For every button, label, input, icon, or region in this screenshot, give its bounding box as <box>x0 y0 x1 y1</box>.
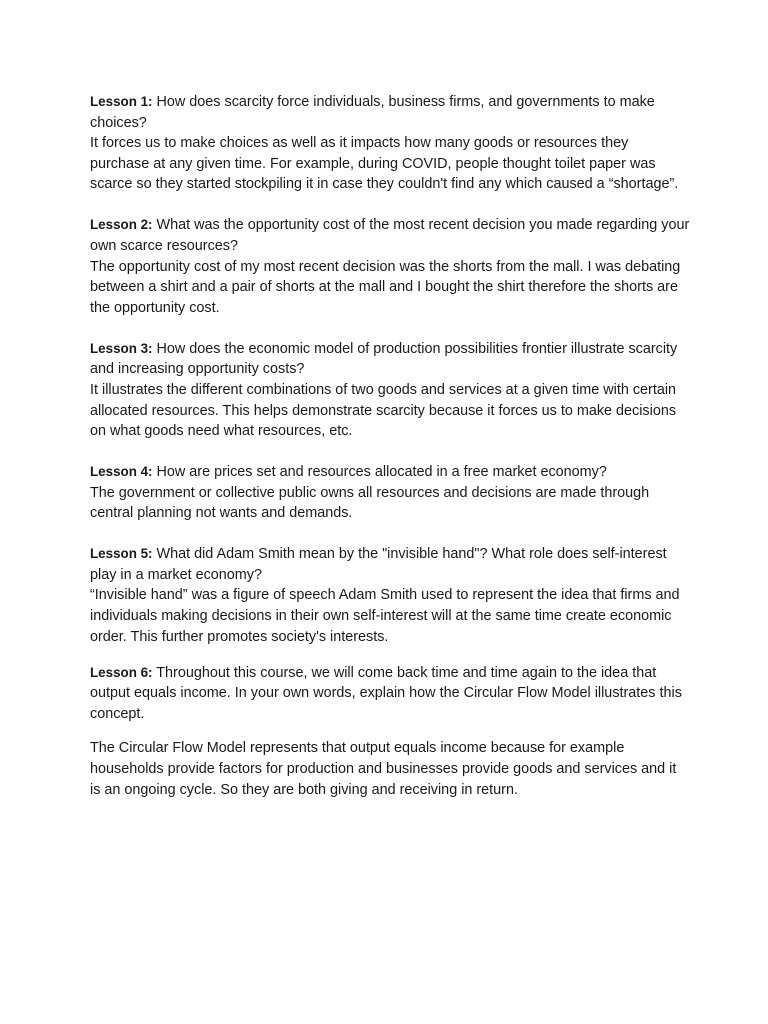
question-text: Throughout this course, we will come back time and time again to the idea that output equals income. In your own words, explain how the Circular Flow Model illustrates this concept. <box>90 664 682 722</box>
answer-text: The Circular Flow Model represents that output equals income because for example households provide factors for production and businesses provide goods and services and it is an ongoing cycle. So they are both giving and receiving in return. <box>90 740 677 798</box>
answer-text: It forces us to make choices as well as it impacts how many goods or resources they purchase at any given time. For example, during COVID, people thought toilet paper was scarce so they started stockpiling it in case they couldn't find any which caused a “shortage”. <box>90 135 679 193</box>
lesson-question <box>90 544 690 585</box>
answer-text: It illustrates the different combinations of two goods and services at a given time with certain allocated resources. This helps demonstrate scarcity because it forces us to make decisions on what goods need what resources, etc. <box>90 381 677 440</box>
lesson-label: Lesson 6: <box>90 664 153 680</box>
lesson-question <box>90 462 690 483</box>
question-text: How are prices set and resources allocated in a free market economy? <box>152 464 607 481</box>
lesson-4 <box>90 462 690 524</box>
question-text: How does the economic model of production possibilities frontier illustrate scarcity and increasing opportunity costs? <box>90 340 678 378</box>
lesson-label: Lesson 2: <box>90 217 153 233</box>
question-text: What was the opportunity cost of the most recent decision you made regarding your own scarce resources? <box>90 217 690 254</box>
lesson-question <box>90 92 690 133</box>
answer-text: “Invisible hand” was a figure of speech Adam Smith used to represent the idea that firms and individuals making decisions in their own self-interest will at the same time create economic order. This further promotes society's interests. <box>90 587 680 645</box>
question-text: What did Adam Smith mean by the "invisible hand"? What role does self-interest play in a market economy? <box>90 546 667 583</box>
lesson-question <box>90 663 690 725</box>
lesson-question <box>90 215 690 256</box>
lesson-question <box>90 339 690 380</box>
lesson-label: Lesson 5: <box>90 546 153 562</box>
lesson-6 <box>90 663 690 801</box>
lesson-3 <box>90 339 690 442</box>
lesson-1 <box>90 92 690 195</box>
answer-text: The opportunity cost of my most recent decision was the shorts from the mall. I was debating between a shirt and a pair of shorts at the mall and I bought the shirt therefore the shorts are the opportunity cost. <box>90 258 681 316</box>
lesson-label: Lesson 4: <box>90 464 153 480</box>
answer-text: The government or collective public owns all resources and decisions are made through central planning not wants and demands. <box>90 484 650 522</box>
lesson-label: Lesson 3: <box>90 340 153 356</box>
question-text: How does scarcity force individuals, business firms, and governments to make choices? <box>90 94 655 131</box>
lesson-5 <box>90 544 690 647</box>
lesson-label: Lesson 1: <box>90 94 153 109</box>
document-body <box>90 92 690 800</box>
lesson-2 <box>90 215 690 318</box>
